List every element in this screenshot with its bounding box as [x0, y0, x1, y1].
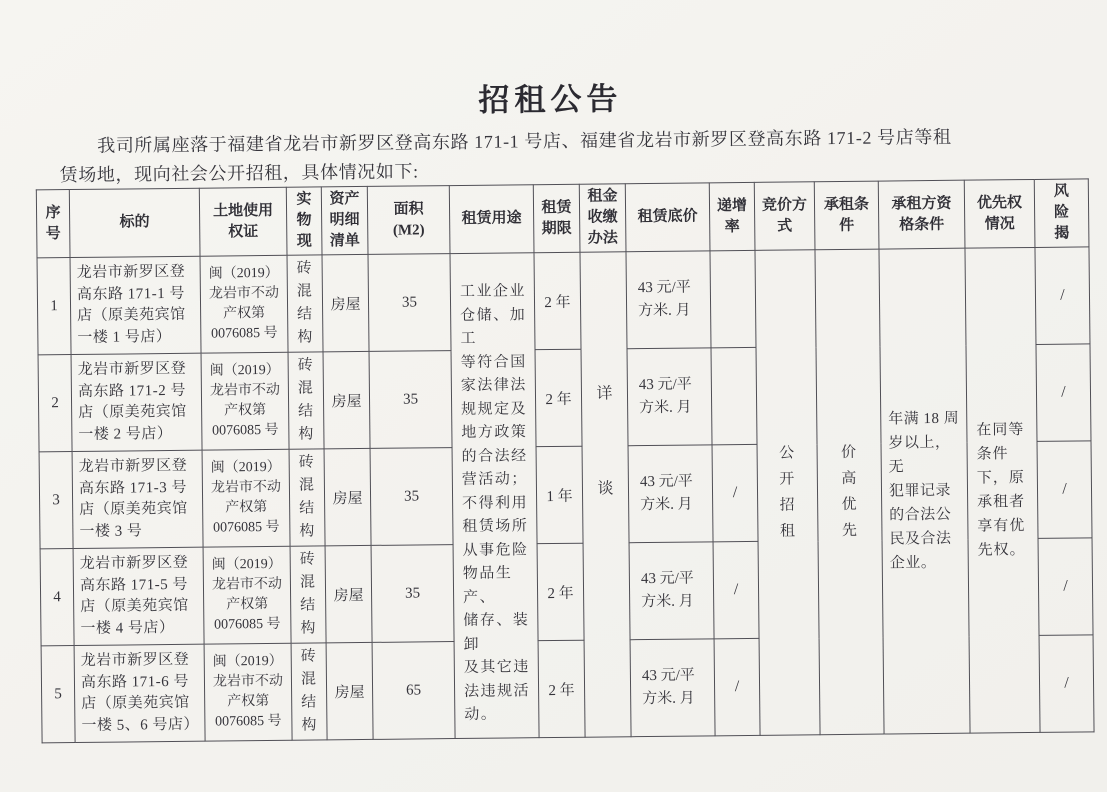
cell-asset: 房屋	[325, 545, 372, 642]
cell-increment: /	[712, 444, 758, 541]
cell-area: 35	[371, 545, 454, 643]
col-header-asset-list: 资产 明细 清单	[321, 186, 368, 254]
cell-term: 2 年	[534, 252, 581, 349]
col-header-seq: 序 号	[36, 190, 70, 258]
cell-land-cert: 闽（2019） 龙岩市不动 产权第 0076085 号	[202, 449, 290, 547]
cell-rent-collection-merged: 详 谈	[580, 252, 631, 737]
col-header-lease-condition: 承租条 件	[814, 181, 879, 250]
cell-term: 2 年	[535, 349, 582, 446]
cell-base-price: 43 元/平 方米. 月	[627, 348, 712, 446]
cell-increment	[710, 250, 756, 347]
cell-lease-condition-merged: 价 高 优 先	[815, 249, 884, 735]
cell-bidding-merged: 公 开 招 租	[755, 250, 820, 736]
header-row	[36, 179, 1089, 258]
cell-land-cert: 闽（2019） 龙岩市不动 产权第 0076085 号	[203, 546, 291, 644]
cell-asset: 房屋	[324, 448, 371, 545]
col-header-risk: 风 险 揭	[1034, 179, 1089, 248]
col-header-usage: 租赁用途	[449, 185, 534, 254]
cell-area: 65	[372, 642, 455, 740]
cell-seq: 1	[37, 258, 71, 355]
col-header-bidding: 竞价方 式	[754, 182, 815, 251]
cell-subject: 龙岩市新罗区登 高东路 171-1 号 店（原美苑宾馆 一楼 1 号店）	[70, 256, 201, 354]
col-header-increment: 递增 率	[709, 182, 755, 250]
cell-risk: /	[1036, 344, 1091, 442]
intro-line-2: 赁场地，现向社会公开招租，具体情况如下:	[59, 161, 419, 186]
cell-term: 2 年	[537, 543, 584, 640]
cell-qualification-merged: 年满 18 周 岁以上，无 犯罪记录 的合法公 民及合法 企业。	[879, 248, 970, 734]
page-title: 招租公告	[478, 81, 623, 118]
cell-risk: /	[1037, 441, 1092, 539]
cell-area: 35	[369, 351, 452, 449]
cell-subject: 龙岩市新罗区登 高东路 171-5 号 店（原美苑宾馆 一楼 4 号店）	[73, 547, 204, 645]
cell-risk: /	[1035, 247, 1090, 345]
cell-risk: /	[1039, 635, 1094, 733]
cell-usage-merged: 工业企业 仓储、加工 等符合国 家法律法 规规定及 地方政策 的合法经 营活动； 不得利用 租赁场所 从事危险 物品生产、 储存、装卸 及其它违 法违规活 动。	[450, 253, 539, 739]
cell-subject: 龙岩市新罗区登 高东路 171-3 号 店（原美苑宾馆 一楼 3 号	[72, 450, 203, 548]
col-header-rent-collection: 租金 收缴 办法	[579, 184, 626, 252]
cell-physical: 砖 混 结 构	[288, 352, 324, 449]
cell-seq: 3	[39, 452, 73, 549]
col-header-subject: 标的	[69, 188, 200, 257]
cell-asset: 房屋	[323, 351, 370, 448]
cell-physical: 砖 混 结 构	[291, 643, 327, 740]
cell-area: 35	[370, 448, 453, 546]
col-header-term: 租赁 期限	[533, 184, 580, 252]
cell-base-price: 43 元/平 方米. 月	[630, 639, 715, 737]
col-header-land-cert: 土地使用 权证	[199, 187, 287, 256]
cell-increment: /	[714, 638, 760, 735]
cell-subject: 龙岩市新罗区登 高东路 171-6 号 店（原美苑宾馆 一楼 5、6 号店）	[74, 644, 205, 742]
intro-line-1: 我司所属座落于福建省龙岩市新罗区登高东路 171-1 号店、福建省龙岩市新罗区登高东路 171-2 号店等租	[97, 126, 952, 156]
cell-term: 1 年	[536, 446, 583, 543]
table-row-1	[37, 247, 1090, 355]
cell-land-cert: 闽（2019） 龙岩市不动 产权第 0076085 号	[204, 643, 292, 741]
cell-subject: 龙岩市新罗区登 高东路 171-2 号 店（原美苑宾馆 一楼 2 号店）	[71, 353, 202, 451]
cell-increment: /	[713, 541, 759, 638]
cell-risk: /	[1038, 538, 1093, 636]
cell-base-price: 43 元/平 方米. 月	[626, 251, 711, 349]
col-header-base-price: 租赁底价	[625, 183, 710, 252]
cell-physical: 砖 混 结 构	[289, 449, 325, 546]
cell-base-price: 43 元/平 方米. 月	[629, 542, 714, 640]
rental-table	[36, 178, 1095, 743]
col-header-qualification: 承租方资 格条件	[878, 180, 965, 249]
cell-physical: 砖 混 结 构	[290, 546, 326, 643]
col-header-physical: 实 物 现	[286, 187, 322, 255]
cell-base-price: 43 元/平 方米. 月	[628, 445, 713, 543]
cell-land-cert: 闽（2019） 龙岩市不动 产权第 0076085 号	[201, 352, 289, 450]
cell-physical: 砖 混 结 构	[287, 255, 323, 352]
cell-seq: 4	[40, 549, 74, 646]
cell-asset: 房屋	[322, 254, 369, 351]
col-header-priority: 优先权 情况	[964, 179, 1035, 248]
cell-priority-merged: 在同等 条件 下，原 承租者 享有优 先权。	[965, 247, 1040, 733]
cell-seq: 5	[41, 646, 75, 743]
cell-asset: 房屋	[326, 642, 373, 739]
cell-term: 2 年	[538, 640, 585, 737]
cell-increment	[711, 347, 757, 444]
col-header-area: 面积 (M2)	[367, 186, 450, 255]
cell-area: 35	[368, 254, 451, 352]
cell-seq: 2	[38, 355, 72, 452]
cell-land-cert: 闽（2019） 龙岩市不动 产权第 0076085 号	[200, 255, 288, 353]
